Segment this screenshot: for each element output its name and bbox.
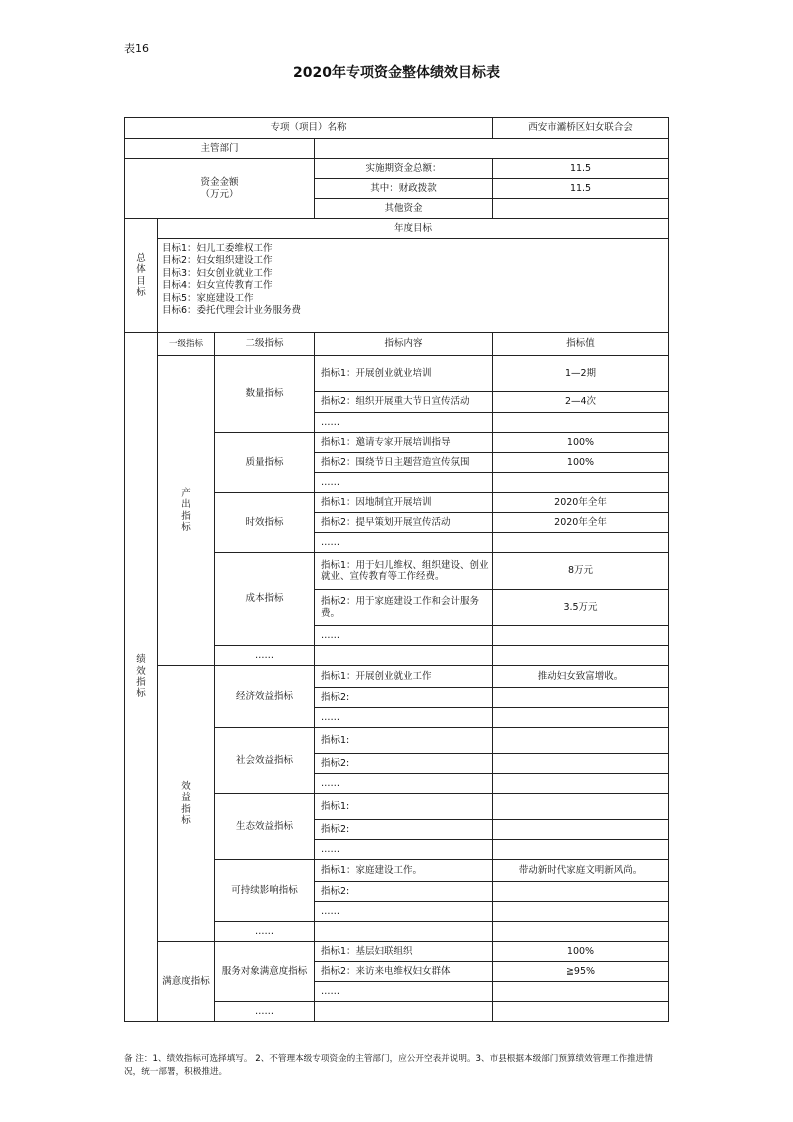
- funds-label-text: 资金金额: [200, 177, 239, 189]
- indicator-content: 指标2:: [315, 688, 493, 708]
- indicator-value: [493, 473, 669, 493]
- indicator-value: 带动新时代家庭文明新风尚。: [493, 860, 669, 882]
- indicator-content: 指标1：邀请专家开展培训指导: [315, 433, 493, 453]
- satisfaction-indicators-label: 满意度指标: [158, 942, 215, 1022]
- indicator-value: [493, 774, 669, 794]
- empty-cell: [315, 1002, 493, 1022]
- department-row: [125, 139, 669, 159]
- overall-goals-label: 总 体 目 标: [125, 219, 158, 333]
- indicator-value: 2020年全年: [493, 493, 669, 513]
- indicator-value: [493, 533, 669, 553]
- indicator-content: ……: [315, 902, 493, 922]
- indicator-value: 100%: [493, 453, 669, 473]
- performance-table: [124, 117, 669, 1022]
- indicator-value: 8万元: [493, 553, 669, 590]
- goal-item: 目标5：家庭建设工作: [162, 292, 254, 304]
- indicator-value: 推动妇女致富增收。: [493, 666, 669, 688]
- funds-fiscal-value: 11.5: [493, 179, 669, 199]
- indicator-value: ≧95%: [493, 962, 669, 982]
- indicator-content: ……: [315, 774, 493, 794]
- header-level2: 二级指标: [215, 333, 315, 356]
- cost-indicators: 成本指标: [215, 553, 315, 646]
- indicator-content: ……: [315, 708, 493, 728]
- indicator-value: [493, 626, 669, 646]
- goal-item: 目标6：委托代理会计业务服务费: [162, 305, 302, 317]
- empty-cell: [315, 922, 493, 942]
- service-satisfaction-indicators: 服务对象满意度指标: [215, 942, 315, 1002]
- satisfaction-more: ……: [215, 1002, 315, 1022]
- goal-item: 目标4：妇女宣传教育工作: [162, 280, 273, 292]
- indicator-content: 指标1：因地制宜开展培训: [315, 493, 493, 513]
- indicator-content: ……: [315, 533, 493, 553]
- indicator-content: ……: [315, 626, 493, 646]
- indicator-content: 指标2：围绕节日主题营造宣传氛围: [315, 453, 493, 473]
- indicator-value: 100%: [493, 433, 669, 453]
- goal-item: 目标1：妇儿工委维权工作: [162, 243, 273, 254]
- goal-item: 目标3：妇女创业就业工作: [162, 267, 273, 279]
- quantity-indicators: 数量指标: [215, 356, 315, 433]
- indicator-value: [493, 982, 669, 1002]
- funds-label: [125, 159, 315, 219]
- indicator-value: [493, 754, 669, 774]
- funds-other-value: [493, 199, 669, 219]
- output-indicators-label: 产 出 指 标: [158, 356, 215, 666]
- header-content: 指标内容: [315, 333, 493, 356]
- project-label: 专项（项目）名称: [125, 118, 493, 139]
- header-value: 指标值: [493, 333, 669, 356]
- benefit-more: ……: [215, 922, 315, 942]
- project-row: [125, 118, 669, 139]
- indicator-value: 3.5万元: [493, 590, 669, 626]
- indicator-content: ……: [315, 982, 493, 1002]
- indicator-content: 指标2:: [315, 882, 493, 902]
- department-label: 主管部门: [125, 139, 315, 159]
- empty-cell: [315, 646, 493, 666]
- indicator-content: 指标2:: [315, 754, 493, 774]
- indicator-value: [493, 902, 669, 922]
- social-benefit-indicators: 社会效益指标: [215, 728, 315, 794]
- indicator-value: [493, 794, 669, 820]
- indicator-value: [493, 840, 669, 860]
- indicator-value: [493, 413, 669, 433]
- performance-label: 绩 效 指 标: [125, 333, 158, 1022]
- indicator-value: 2—4次: [493, 392, 669, 413]
- timeliness-indicators: 时效指标: [215, 493, 315, 553]
- funds-fiscal-label: 其中：财政拨款: [315, 179, 493, 199]
- funds-unit: （万元）: [200, 188, 239, 200]
- funds-total-label: 实施期资金总额：: [315, 159, 493, 179]
- footnote: 备 注：1、绩效指标可选择填写。 2、不管理本级专项资金的主管部门，应公开空表并说明。3、市县根据本级部门预算绩效管理工作推进情况，统一部署，积极推进。: [124, 1054, 653, 1077]
- indicator-content: 指标2：组织开展重大节日宣传活动: [315, 392, 493, 413]
- empty-cell: [493, 922, 669, 942]
- indicator-value: 2020年全年: [493, 513, 669, 533]
- project-value: 西安市灞桥区妇女联合会: [493, 118, 669, 139]
- indicator-value: [493, 708, 669, 728]
- economic-benefit-indicators: 经济效益指标: [215, 666, 315, 728]
- header-level1: 一级指标: [158, 333, 215, 356]
- indicator-content: 指标1:: [315, 794, 493, 820]
- indicator-content: 指标1：开展创业就业工作: [315, 666, 493, 688]
- quality-indicators: 质量指标: [215, 433, 315, 493]
- indicator-content: 指标1：用于妇儿维权、组织建设、创业就业、宣传教育等工作经费。: [315, 553, 493, 590]
- empty-cell: [493, 646, 669, 666]
- indicator-content: 指标2：来访来电维权妇女群体: [315, 962, 493, 982]
- indicator-content: 指标2：用于家庭建设工作和会计服务费。: [315, 590, 493, 626]
- indicator-content: ……: [315, 473, 493, 493]
- indicator-content: 指标2：提早策划开展宣传活动: [315, 513, 493, 533]
- indicator-value: [493, 882, 669, 902]
- ecological-benefit-indicators: 生态效益指标: [215, 794, 315, 860]
- funds-other-label: 其他资金: [315, 199, 493, 219]
- benefit-indicators-label: 效 益 指 标: [158, 666, 215, 942]
- funds-total-value: 11.5: [493, 159, 669, 179]
- indicator-content: 指标1：家庭建设工作。: [315, 860, 493, 882]
- empty-cell: [493, 1002, 669, 1022]
- goal-item: 目标2：妇女组织建设工作: [162, 255, 273, 267]
- indicator-value: [493, 820, 669, 840]
- page-title: 2020年专项资金整体绩效目标表: [293, 65, 500, 81]
- indicator-value: [493, 688, 669, 708]
- sustainable-impact-indicators: 可持续影响指标: [215, 860, 315, 922]
- indicator-value: 1—2期: [493, 356, 669, 392]
- output-more: ……: [215, 646, 315, 666]
- indicator-content: 指标2:: [315, 820, 493, 840]
- indicator-value: [493, 728, 669, 754]
- indicator-content: ……: [315, 413, 493, 433]
- indicator-value: 100%: [493, 942, 669, 962]
- annual-goals-header: 年度目标: [158, 219, 669, 239]
- department-value: [315, 139, 669, 159]
- page-label: 表16: [124, 42, 149, 55]
- indicator-content: 指标1：基层妇联组织: [315, 942, 493, 962]
- indicator-content: 指标1:: [315, 728, 493, 754]
- indicator-content: ……: [315, 840, 493, 860]
- annual-goals-list: [158, 239, 669, 333]
- indicator-content: 指标1：开展创业就业培训: [315, 356, 493, 392]
